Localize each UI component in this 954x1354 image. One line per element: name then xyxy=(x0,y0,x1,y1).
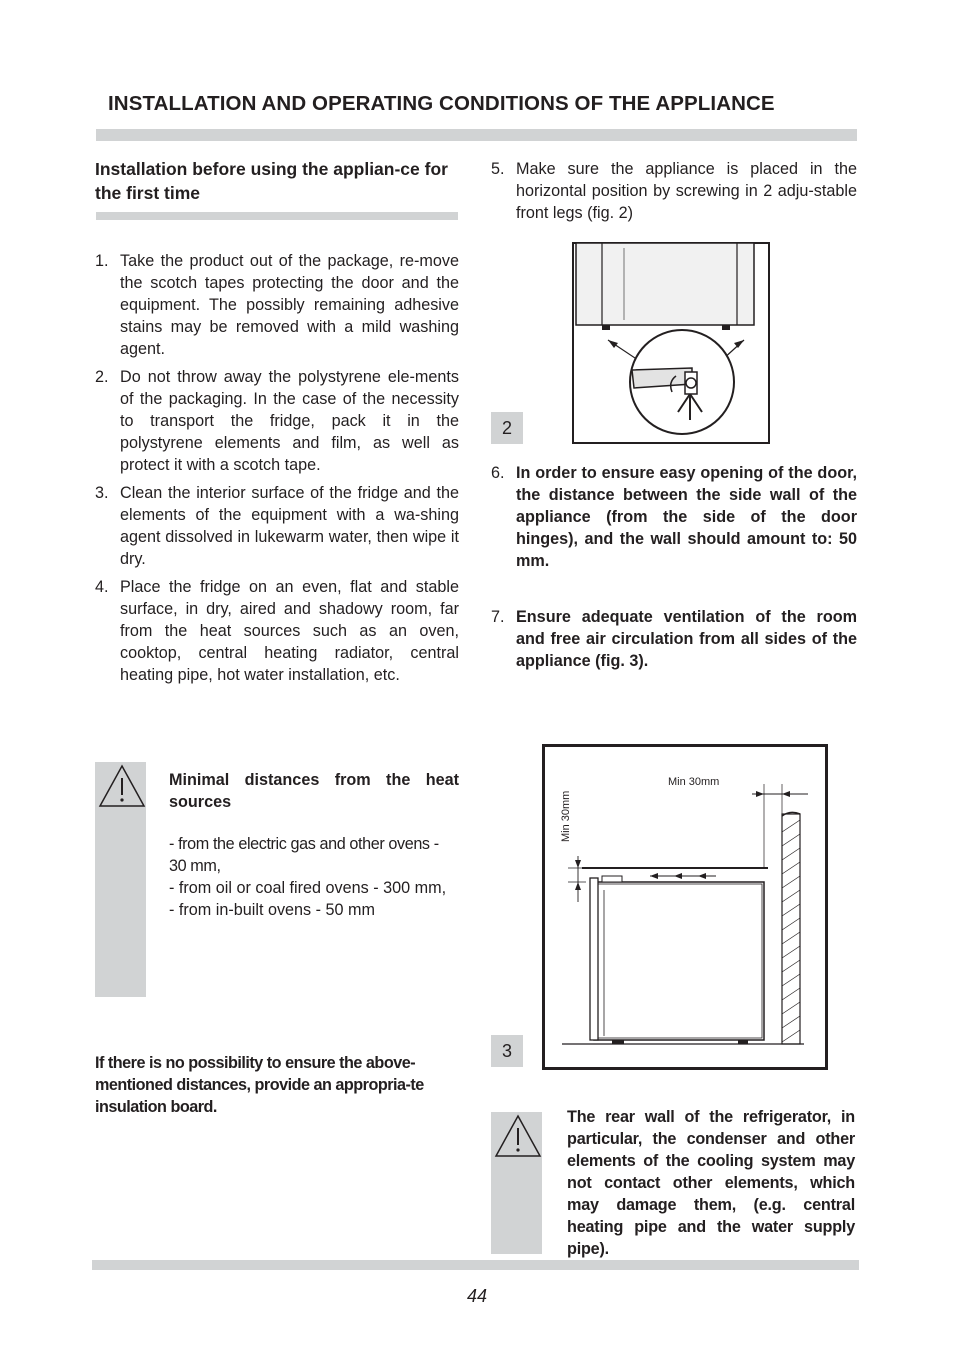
list-item-text: Clean the interior surface of the fridge and the elements of the equipment with a wa-shing agent dissolved in lukewarm water, then wipe it dry. xyxy=(120,484,459,568)
list-item xyxy=(491,606,857,672)
list-item-number: 6. xyxy=(491,464,505,482)
warning-title: Minimal distances from the heat sources xyxy=(169,771,459,811)
insulation-note: If there is no possibility to ensure the above-mentioned distances, provide an appropria-te insulation board. xyxy=(95,1054,424,1116)
distance-line: - from in-built ovens - 50 mm xyxy=(169,901,375,919)
warning-triangle-icon xyxy=(494,1114,542,1158)
list-item-text: Take the product out of the package, re-move the scotch tapes protecting the door and the equipment. The possibly remaining adhesive stains may be removed with a mild washing agent. xyxy=(120,252,459,358)
dimension-label-vertical: Min 30mm xyxy=(560,790,572,842)
list-item-number: 2. xyxy=(95,368,109,386)
step-7 xyxy=(491,606,857,678)
list-item-text: Ensure adequate ventilation of the room and free air circulation from all sides of the appliance (fig. 3). xyxy=(516,608,857,670)
warning-triangle-icon xyxy=(98,764,146,808)
page-title: INSTALLATION AND OPERATING CONDITIONS OF THE APPLIANCE xyxy=(108,92,775,115)
figure-3-clearance-diagram xyxy=(542,744,828,1070)
title-underline xyxy=(96,129,857,141)
list-item xyxy=(95,366,459,476)
list-item-number: 1. xyxy=(95,252,109,270)
figure-2-leg-adjustment-illustration xyxy=(572,242,770,444)
rear-wall-warning: The rear wall of the refrigerator, in particular, the condenser and other elements of the cooling system may not contact other elements, which may damage them, (e.g. central heating pipe and the water supply pipe). xyxy=(567,1108,855,1258)
list-item-text: Place the fridge on an even, flat and stable surface, in dry, aired and shadowy room, far from the heat sources such as an oven, cooktop, central heating radiator, central heating pipe, hot water installation, etc. xyxy=(120,578,459,684)
installation-steps-list xyxy=(95,250,459,692)
list-item-text: Do not throw away the polystyrene ele-ments of the packaging. In the case of the necessity to transport the fridge, pack it in the polystyrene elements and film, as well as protect it with a scotch tape. xyxy=(120,368,459,474)
figure-3-label: 3 xyxy=(491,1035,523,1067)
section-underline xyxy=(96,212,458,220)
list-item xyxy=(95,576,459,686)
page-number: 44 xyxy=(466,1286,488,1306)
list-item xyxy=(95,250,459,360)
list-item-text: In order to ensure easy opening of the door, the distance between the side wall of the appliance (from the side of the door hinges), and the wall should amount to: 50 mm. xyxy=(516,464,857,570)
list-item xyxy=(491,158,857,224)
list-item-number: 3. xyxy=(95,484,109,502)
list-item xyxy=(95,482,459,570)
step-5 xyxy=(491,158,857,230)
list-item xyxy=(491,462,857,572)
figure-2-label: 2 xyxy=(491,412,523,444)
distance-line: - from oil or coal fired ovens - 300 mm, xyxy=(169,879,447,897)
distance-line: - from the electric gas and other ovens - 30 mm, xyxy=(169,835,439,875)
footer-bar xyxy=(92,1260,859,1270)
list-item-number: 4. xyxy=(95,578,109,596)
heat-source-distances xyxy=(169,769,459,921)
list-item-number: 7. xyxy=(491,608,505,626)
section-title: Installation before using the applian-ce for the first time xyxy=(95,159,448,203)
step-6 xyxy=(491,462,857,578)
dimension-label-horizontal: Min 30mm xyxy=(668,776,720,788)
list-item-text: Make sure the appliance is placed in the horizontal position by screwing in 2 adju-stable front legs (fig. 2) xyxy=(516,160,857,222)
list-item-number: 5. xyxy=(491,160,505,178)
